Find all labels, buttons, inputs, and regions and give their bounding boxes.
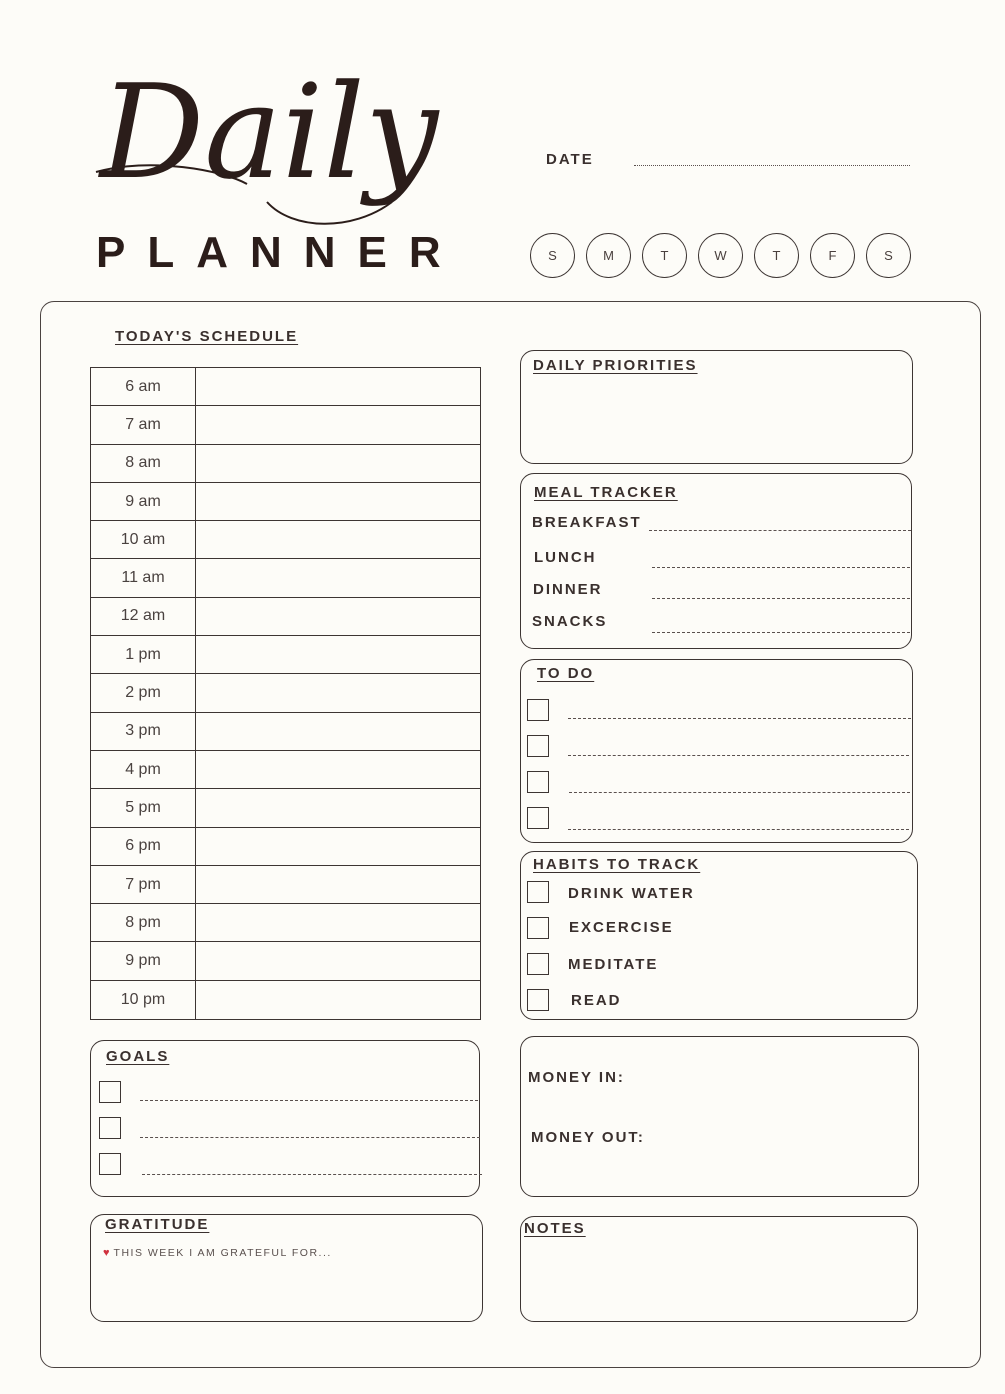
money-out-label: MONEY OUT: [531, 1129, 645, 1146]
day-circle-friday[interactable]: F [810, 233, 855, 278]
schedule-slot[interactable] [196, 368, 480, 405]
todo-line[interactable] [569, 792, 910, 793]
goal-checkbox[interactable] [99, 1153, 121, 1175]
todo-title: TO DO [537, 665, 595, 682]
lunch-line[interactable] [652, 567, 910, 568]
schedule-row [91, 828, 480, 866]
time-label: 11 am [91, 559, 196, 596]
habit-checkbox[interactable] [527, 881, 549, 903]
habit-label: MEDITATE [568, 956, 659, 973]
schedule-slot[interactable] [196, 713, 480, 750]
heart-icon: ♥ [103, 1246, 110, 1259]
schedule-slot[interactable] [196, 981, 480, 1019]
day-circle-thursday[interactable]: T [754, 233, 799, 278]
money-in-label: MONEY IN: [528, 1069, 625, 1086]
schedule-slot[interactable] [196, 904, 480, 941]
schedule-table [90, 367, 481, 1020]
schedule-row [91, 559, 480, 597]
time-label: 7 pm [91, 866, 196, 903]
time-label: 12 am [91, 598, 196, 635]
schedule-slot[interactable] [196, 521, 480, 558]
day-circle-sunday[interactable]: S [530, 233, 575, 278]
schedule-row [91, 483, 480, 521]
schedule-row [91, 713, 480, 751]
priorities-title: DAILY PRIORITIES [533, 357, 698, 374]
todo-line[interactable] [568, 829, 909, 830]
time-label: 10 am [91, 521, 196, 558]
schedule-slot[interactable] [196, 598, 480, 635]
day-circle-monday[interactable]: M [586, 233, 631, 278]
habit-checkbox[interactable] [527, 989, 549, 1011]
schedule-row [91, 904, 480, 942]
habit-label: EXCERCISE [569, 919, 674, 936]
schedule-row [91, 636, 480, 674]
money-box [520, 1036, 919, 1197]
time-label: 2 pm [91, 674, 196, 711]
todo-line[interactable] [568, 755, 909, 756]
schedule-slot[interactable] [196, 636, 480, 673]
schedule-slot[interactable] [196, 483, 480, 520]
meal-tracker-title: MEAL TRACKER [534, 484, 678, 501]
gratitude-prompt-text: THIS WEEK I AM GRATEFUL FOR... [113, 1247, 332, 1259]
schedule-row [91, 751, 480, 789]
todo-box [520, 659, 913, 843]
meal-label-breakfast: BREAKFAST [532, 514, 642, 531]
schedule-row [91, 406, 480, 444]
todo-checkbox[interactable] [527, 699, 549, 721]
time-label: 10 pm [91, 981, 196, 1019]
todo-checkbox[interactable] [527, 771, 549, 793]
date-label: DATE [546, 151, 594, 168]
schedule-slot[interactable] [196, 406, 480, 443]
habit-checkbox[interactable] [527, 917, 549, 939]
goal-line[interactable] [142, 1174, 482, 1175]
day-circle-saturday[interactable]: S [866, 233, 911, 278]
day-circle-tuesday[interactable]: T [642, 233, 687, 278]
todo-line[interactable] [568, 718, 911, 719]
schedule-row [91, 866, 480, 904]
schedule-row [91, 674, 480, 712]
habits-title: HABITS TO TRACK [533, 856, 701, 873]
schedule-slot[interactable] [196, 789, 480, 826]
dinner-line[interactable] [652, 598, 910, 599]
goal-checkbox[interactable] [99, 1081, 121, 1103]
schedule-row [91, 445, 480, 483]
schedule-slot[interactable] [196, 942, 480, 979]
schedule-slot[interactable] [196, 751, 480, 788]
todo-checkbox[interactable] [527, 807, 549, 829]
schedule-row [91, 942, 480, 980]
schedule-row [91, 981, 480, 1019]
day-circle-wednesday[interactable]: W [698, 233, 743, 278]
svg-text:Daily: Daily [100, 56, 439, 208]
gratitude-prompt [103, 1247, 332, 1259]
breakfast-line[interactable] [649, 530, 911, 531]
goal-line[interactable] [140, 1100, 478, 1101]
meal-label-snacks: SNACKS [532, 613, 608, 630]
goals-title: GOALS [106, 1048, 170, 1065]
time-label: 9 am [91, 483, 196, 520]
time-label: 6 am [91, 368, 196, 405]
time-label: 4 pm [91, 751, 196, 788]
schedule-row [91, 368, 480, 406]
goal-checkbox[interactable] [99, 1117, 121, 1139]
snacks-line[interactable] [652, 632, 910, 633]
time-label: 8 pm [91, 904, 196, 941]
schedule-row [91, 598, 480, 636]
time-label: 1 pm [91, 636, 196, 673]
notes-title: NOTES [524, 1220, 586, 1237]
schedule-slot[interactable] [196, 866, 480, 903]
habit-label: READ [571, 992, 622, 1009]
schedule-slot[interactable] [196, 828, 480, 865]
habit-checkbox[interactable] [527, 953, 549, 975]
gratitude-title: GRATITUDE [105, 1216, 210, 1233]
todo-checkbox[interactable] [527, 735, 549, 757]
schedule-slot[interactable] [196, 674, 480, 711]
time-label: 8 am [91, 445, 196, 482]
goal-line[interactable] [140, 1137, 480, 1138]
schedule-slot[interactable] [196, 559, 480, 596]
time-label: 3 pm [91, 713, 196, 750]
weekday-selector [530, 233, 911, 278]
date-input-line[interactable] [634, 165, 910, 166]
time-label: 5 pm [91, 789, 196, 826]
time-label: 9 pm [91, 942, 196, 979]
meal-label-lunch: LUNCH [534, 549, 597, 566]
schedule-row [91, 789, 480, 827]
title-script-daily [92, 52, 452, 232]
habit-label: DRINK WATER [568, 885, 695, 902]
schedule-row [91, 521, 480, 559]
schedule-title: TODAY'S SCHEDULE [115, 328, 299, 345]
meal-label-dinner: DINNER [533, 581, 603, 598]
time-label: 6 pm [91, 828, 196, 865]
time-label: 7 am [91, 406, 196, 443]
schedule-slot[interactable] [196, 445, 480, 482]
title-planner: PLANNER [96, 228, 463, 277]
